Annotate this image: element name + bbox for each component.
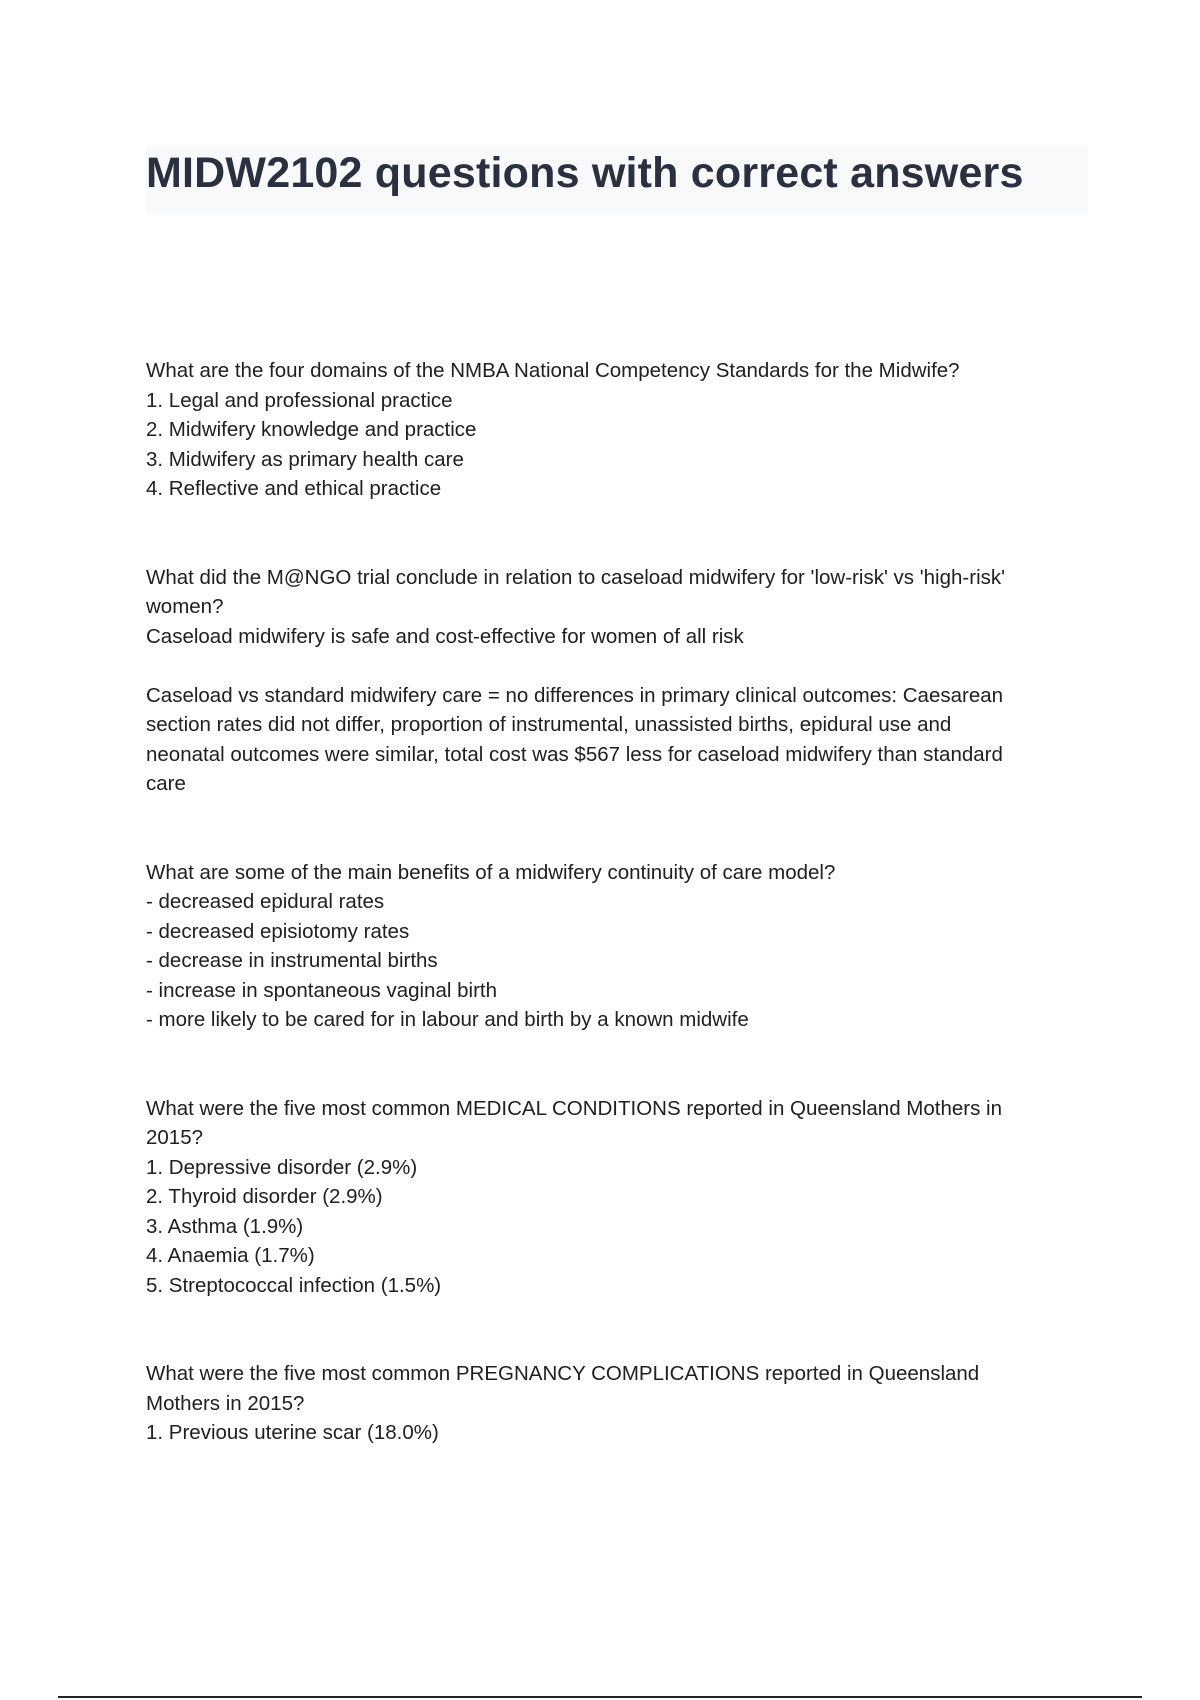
question-line: What are some of the main benefits of a midwifery continuity of care model? [146, 860, 836, 884]
answer-line: 1. Previous uterine scar (18.0%) [146, 1421, 439, 1444]
question-line: Mothers in 2015? [146, 1391, 305, 1415]
answer-line: - more likely to be cared for in labour and birth by a known midwife [146, 1008, 749, 1031]
answer-line: 1. Legal and professional practice [146, 388, 453, 412]
qa-spacer [146, 1035, 1086, 1094]
qa-item [146, 1359, 1086, 1448]
answer-line: care [146, 772, 186, 795]
answer-line: neonatal outcomes were similar, total cost was $567 less for caseload midwifery than standard [146, 742, 1003, 766]
answer-line: - increase in spontaneous vaginal birth [146, 978, 497, 1002]
answer-line: 5. Streptococcal infection (1.5%) [146, 1273, 442, 1297]
qa-spacer [146, 799, 1086, 858]
question-line: What are the four domains of the NMBA National Competency Standards for the Midwife? [146, 359, 960, 382]
qa-item [146, 858, 1086, 1035]
answer-line: 4. Anaemia (1.7%) [146, 1244, 315, 1267]
answer-line: - decreased epidural rates [146, 890, 385, 913]
answer-line: section rates did not differ, proportion of instrumental, unassisted births, epidural use and [146, 713, 952, 736]
qa-spacer [146, 504, 1086, 563]
question-line: women? [146, 595, 224, 618]
answer-line: 4. Reflective and ethical practice [146, 477, 442, 500]
question-line: What were the five most common MEDICAL CONDITIONS reported in Queensland Mothers in [146, 1096, 1002, 1120]
question-line: What did the M@NGO trial conclude in relation to caseload midwifery for 'low-risk' vs 'high-risk' [146, 565, 1006, 589]
answer-line: 2. Midwifery knowledge and practice [146, 418, 477, 441]
answer-line: 3. Midwifery as primary health care [146, 447, 464, 471]
paragraph-spacer [146, 651, 1086, 681]
footer-rule [58, 1696, 1142, 1698]
answer-line: - decrease in instrumental births [146, 949, 438, 972]
qa-spacer [146, 1300, 1086, 1359]
answer-line: Caseload midwifery is safe and cost-effective for women of all risk [146, 624, 744, 648]
question-line: What were the five most common PREGNANCY COMPLICATIONS reported in Queensland [146, 1362, 980, 1385]
document-title: MIDW2102 questions with correct answers [146, 149, 1024, 197]
qa-item [146, 356, 1086, 504]
qa-item [146, 1094, 1086, 1301]
answer-line: 1. Depressive disorder (2.9%) [146, 1155, 418, 1179]
qa-content [146, 356, 1086, 1448]
answer-line: 3. Asthma (1.9%) [146, 1214, 304, 1238]
answer-line: 2. Thyroid disorder (2.9%) [146, 1185, 383, 1208]
question-line: 2015? [146, 1126, 204, 1149]
qa-item [146, 563, 1086, 799]
answer-line: - decreased episiotomy rates [146, 919, 410, 943]
answer-line: Caseload vs standard midwifery care = no differences in primary clinical outcomes: Caesarean [146, 683, 1004, 707]
